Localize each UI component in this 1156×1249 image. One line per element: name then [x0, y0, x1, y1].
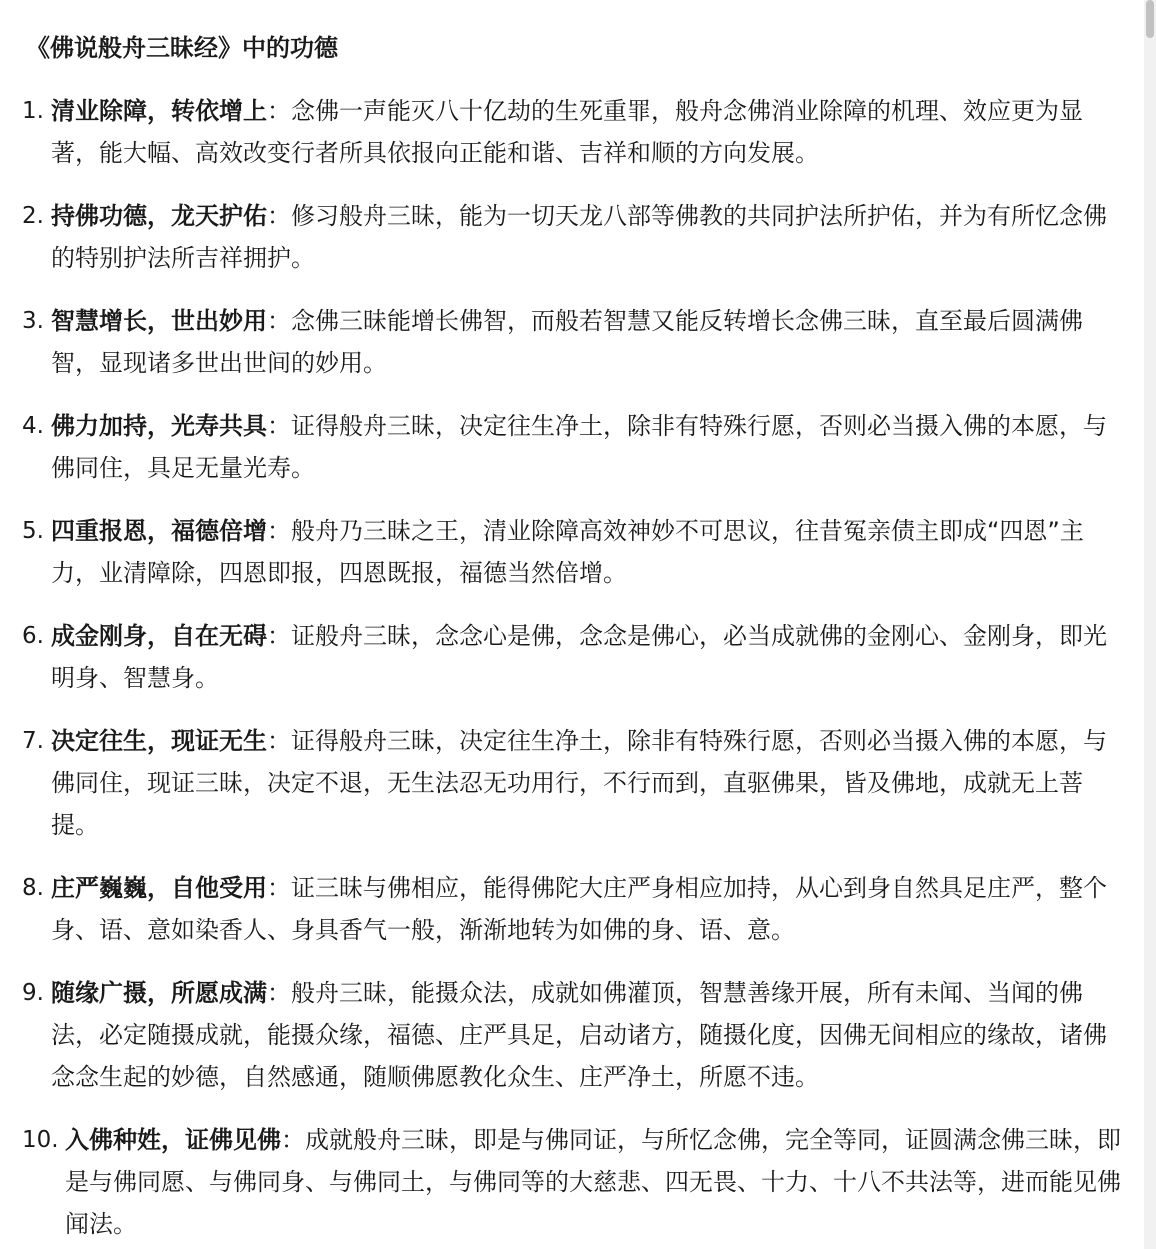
item-separator: ：: [281, 1126, 305, 1154]
item-separator: ：: [267, 202, 291, 230]
item-text: 证得般舟三昧，决定往生净土，除非有特殊行愿，否则必当摄入佛的本愿，与佛同住，现证三昧，决定不退，无生法忍无功用行，不行而到，直驱佛果，皆及佛地，成就无上菩提。: [51, 727, 1107, 839]
item-separator: ：: [267, 307, 291, 335]
list-item: [0, 615, 1144, 699]
item-separator: ：: [267, 412, 291, 440]
item-text: 成就般舟三昧，即是与佛同证，与所忆念佛，完全等同，证圆满念佛三昧，即是与佛同愿、与佛同身、与佛同土，与佛同等的大慈悲、四无畏、十力、十八不共法等，进而能见佛闻法。: [65, 1126, 1121, 1238]
item-text: 修习般舟三昧，能为一切天龙八部等佛教的共同护法所护佑，并为有所忆念佛的特别护法所吉祥拥护。: [51, 202, 1107, 272]
item-number: 1.: [22, 98, 44, 124]
list-item: [0, 867, 1144, 951]
item-separator: ：: [267, 874, 291, 902]
item-number: 6.: [22, 623, 44, 649]
list-item: [0, 972, 1144, 1098]
item-number: 3.: [22, 308, 44, 334]
item-separator: ：: [267, 979, 291, 1007]
merit-list: [0, 90, 1144, 1249]
scrollbar-thumb[interactable]: [1146, 0, 1154, 38]
item-heading: 清业除障，转依增上: [51, 97, 267, 125]
item-heading: 决定往生，现证无生: [51, 727, 267, 755]
item-number: 4.: [22, 413, 44, 439]
item-heading: 成金刚身，自在无碍: [51, 622, 267, 650]
list-item: [0, 1119, 1144, 1245]
list-item: [0, 195, 1144, 279]
item-heading: 持佛功德，龙天护佑: [51, 202, 267, 230]
item-text: 证得般舟三昧，决定往生净土，除非有特殊行愿，否则必当摄入佛的本愿，与佛同住，具足无量光寿。: [51, 412, 1107, 482]
item-text: 证三昧与佛相应，能得佛陀大庄严身相应加持，从心到身自然具足庄严，整个身、语、意如染香人、身具香气一般，渐渐地转为如佛的身、语、意。: [51, 874, 1107, 944]
item-text: 般舟乃三昧之王，清业除障高效神妙不可思议，往昔冤亲债主即成“四恩”主力，业清障除，四恩即报，四恩既报，福德当然倍增。: [51, 517, 1084, 587]
item-heading: 智慧增长，世出妙用: [51, 307, 267, 335]
item-text: 念佛三昧能增长佛智，而般若智慧又能反转增长念佛三昧，直至最后圆满佛智，显现诸多世出世间的妙用。: [51, 307, 1083, 377]
item-heading: 四重报恩，福德倍增: [51, 517, 267, 545]
item-number: 2.: [22, 203, 44, 229]
item-separator: ：: [267, 517, 291, 545]
list-item: [0, 405, 1144, 489]
item-heading: 入佛种姓，证佛见佛: [65, 1126, 281, 1154]
list-item: [0, 300, 1144, 384]
item-heading: 庄严巍巍，自他受用: [51, 874, 267, 902]
list-item: [0, 90, 1144, 174]
item-text: 念佛一声能灭八十亿劫的生死重罪，般舟念佛消业除障的机理、效应更为显著，能大幅、高效改变行者所具依报向正能和谐、吉祥和顺的方向发展。: [51, 97, 1083, 167]
item-separator: ：: [267, 97, 291, 125]
item-separator: ：: [267, 727, 291, 755]
vertical-scrollbar[interactable]: [1144, 0, 1156, 1249]
item-text: 证般舟三昧，念念心是佛，念念是佛心，必当成就佛的金刚心、金刚身，即光明身、智慧身。: [51, 622, 1107, 692]
list-item: [0, 510, 1144, 594]
item-number: 10.: [22, 1127, 59, 1153]
item-number: 8.: [22, 875, 44, 901]
list-item: [0, 720, 1144, 846]
item-number: 9.: [22, 980, 44, 1006]
page-title: 《佛说般舟三昧经》中的功德: [26, 34, 338, 62]
item-text: 般舟三昧，能摄众法，成就如佛灌顶，智慧善缘开展，所有未闻、当闻的佛法，必定随摄成就，能摄众缘，福德、庄严具足，启动诸方，随摄化度，因佛无间相应的缘故，诸佛念念生起的妙德，自然感通，随顺佛愿教化众生、庄严净土，所愿不违。: [51, 979, 1107, 1091]
item-number: 7.: [22, 728, 44, 754]
item-separator: ：: [267, 622, 291, 650]
item-heading: 随缘广摄，所愿成满: [51, 979, 267, 1007]
item-heading: 佛力加持，光寿共具: [51, 412, 267, 440]
item-number: 5.: [22, 518, 44, 544]
